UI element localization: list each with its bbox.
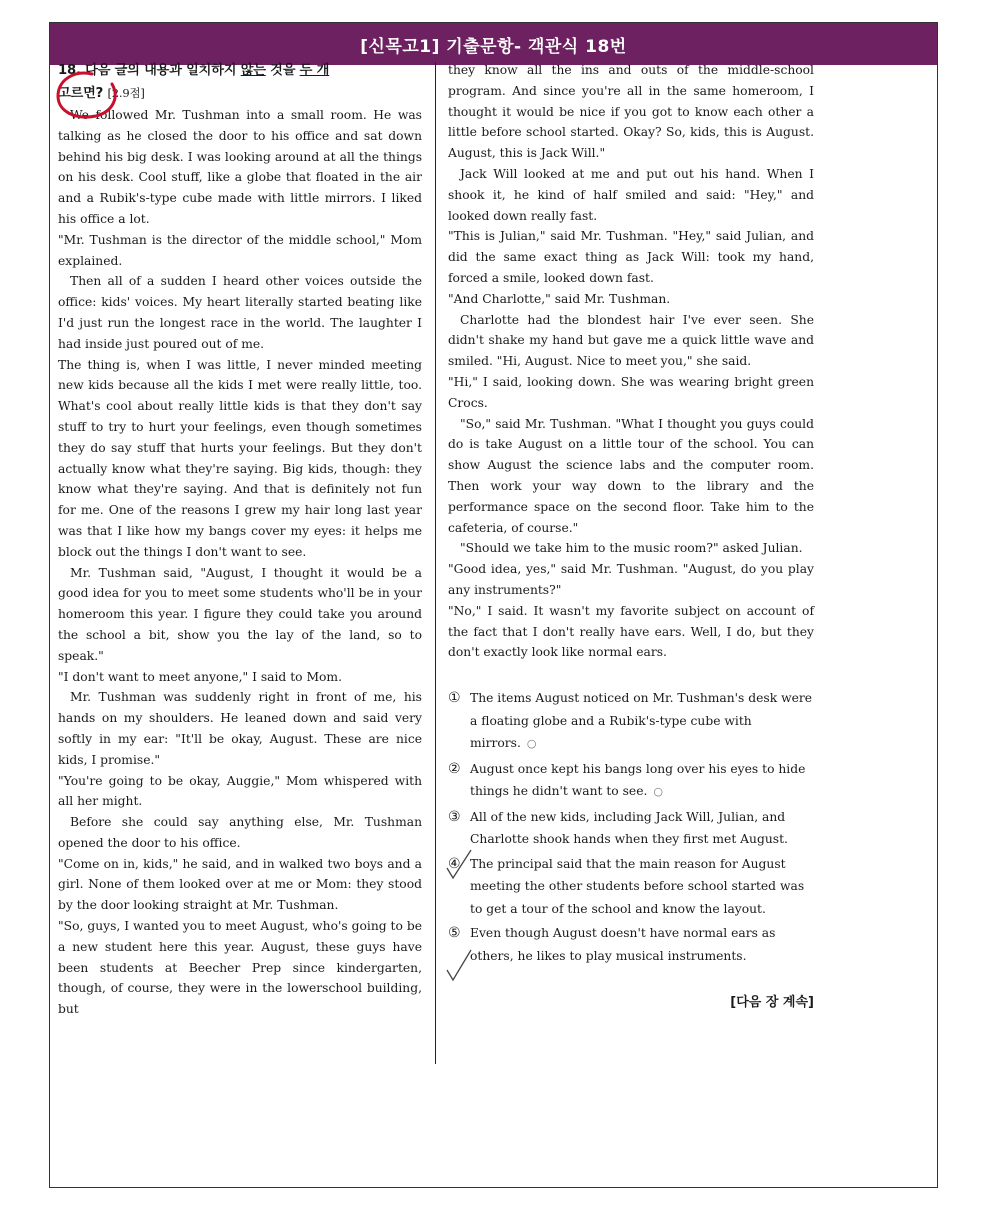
question-prompt-underlined-2: 두 개: [299, 63, 330, 78]
handwritten-o-mark: ○: [526, 737, 537, 751]
question-prompt-post: 고르면?: [58, 86, 104, 101]
passage-paragraph: "Should we take him to the music room?" asked Julian.: [460, 541, 803, 556]
passage-paragraph: The thing is, when I was little, I never minded meeting new kids because all the kids I met were really little, too. What's cool about really little kids is that they don't say stuff to try to hurt your feelings, even though sometimes they do say stuff that hurts your feelings. But they don't actually know what they're saying. Big kids, though: they know what they're saying. And that is definitely not fun for me. One of the reasons I grew my hair long last year was that I like how my bangs cover my eyes: it helps me block out the things I don't want to see.: [58, 357, 422, 559]
passage-paragraph: "I don't want to meet anyone," I said to Mom.: [58, 669, 343, 684]
answer-choices: [448, 687, 814, 967]
passage-right-column: [448, 60, 814, 1014]
passage-paragraph: Charlotte had the blondest hair I've ever seen. She didn't shake my hand but gave me a quick little wave and smiled. "Hi, August. Nice to meet you," she said.: [448, 312, 814, 369]
passage-paragraph: Mr. Tushman said, "August, I thought it would be a good idea for you to meet some students who'll be in your homeroom this year. I figure they could take you around the school a bit, show you the lay of the land, so to speak.": [58, 565, 422, 663]
passage-paragraph: We followed Mr. Tushman into a small room. He was talking as he closed the door to his office and sat down behind his big desk. I was looking around at all the things on his desk. Cool stuff, like a globe that floated in the air and a Rubik's-type cube made with little mirrors. I liked his office a lot.: [58, 108, 422, 226]
passage-paragraph: "No," I said. It wasn't my favorite subject on account of the fact that I don't really have ears. Well, I do, but they don't exactly look like normal ears.: [448, 603, 814, 660]
question-points: [2.9점]: [107, 86, 145, 100]
choice-number: ③: [448, 808, 461, 825]
choice-text: [470, 687, 814, 756]
column-divider: [435, 62, 436, 1064]
passage-paragraph: "Come on in, kids," he said, and in walked two boys and a girl. None of them looked over at me or Mom: they stood by the door looking straight at Mr. Tushman.: [58, 856, 422, 913]
passage-paragraph: "So," said Mr. Tushman. "What I thought you guys could do is take August on a little tour of the school. You can show August the science labs and the computer room. Then work your way down to the library and the performance space on the second floor. Take him to the cafeteria, of course.": [448, 416, 814, 535]
answer-choice-3: [448, 806, 814, 851]
passage-paragraph: "And Charlotte," said Mr. Tushman.: [448, 291, 671, 306]
passage-paragraph: Before she could say anything else, Mr. Tushman opened the door to his office.: [58, 815, 422, 850]
passage-paragraph: "This is Julian," said Mr. Tushman. "Hey," said Julian, and did the same exact thing as Jack Will: took my hand, forced a smile, looked down fast.: [448, 229, 814, 285]
passage-paragraph: Then all of a sudden I heard other voices outside the office: kids' voices. My heart literally started beating like I'd just run the longest race in the world. The laughter I had inside just poured out of me.: [58, 274, 422, 351]
question-prompt-mid: 것을: [270, 63, 296, 78]
answer-choice-5: [448, 922, 814, 967]
passage-paragraph: Mr. Tushman was suddenly right in front of me, his hands on my shoulders. He leaned down and said very softly in my ear: "It'll be okay, August. These are nice kids, I promise.": [58, 690, 422, 767]
choice-text: [470, 758, 814, 804]
choice-text-body: The principal said that the main reason for August meeting the other students before school started was to get a tour of the school and know the layout.: [470, 856, 805, 916]
question-number: 18.: [58, 63, 81, 78]
choice-number: ⑤: [448, 925, 461, 942]
answer-choice-4: [448, 853, 814, 921]
choice-text: [470, 853, 814, 921]
passage-paragraph: they know all the ins and outs of the middle-school program. And since you're all in the same homeroom, I thought it would be nice if you got to know each other a little before school started. Okay? So, kids, this is August. August, this is Jack Will.": [448, 63, 814, 161]
choice-text-body: August once kept his bangs long over his eyes to hide things he didn't want to see.: [470, 761, 806, 799]
answer-choice-1: [448, 687, 814, 756]
passage-paragraph: "So, guys, I wanted you to meet August, who's going to be a new student here this year. August, these guys have been students at Beecher Prep since kindergarten, though, of course, they were in the lowerschool building, but: [58, 919, 422, 1017]
question-prompt-underlined-1: 않는: [240, 63, 266, 78]
passage-paragraph: "Mr. Tushman is the director of the middle school," Mom explained.: [58, 232, 422, 268]
choice-text: [470, 806, 814, 851]
exam-page: [58, 60, 820, 1068]
passage-paragraph: "Hi," I said, looking down. She was wearing bright green Crocs.: [448, 374, 814, 410]
question-prompt-pre: 다음 글의 내용과 일치하지: [85, 63, 237, 78]
handwritten-o-mark: ○: [653, 785, 664, 799]
page-title: [신목고1] 기출문항- 객관식 18번: [360, 36, 627, 57]
choice-text-body: All of the new kids, including Jack Will, Julian, and Charlotte shook hands when they first met August.: [470, 809, 788, 847]
continued-note: [다음 장 계속]: [730, 995, 814, 1011]
choice-number: ④: [448, 855, 461, 872]
passage-paragraph: Jack Will looked at me and put out his hand. When I shook it, he kind of half smiled and said: "Hey," and looked down really fast.: [448, 166, 814, 223]
passage-paragraph: "Good idea, yes," said Mr. Tushman. "August, do you play any instruments?": [448, 562, 814, 597]
choice-text-body: The items August noticed on Mr. Tushman's desk were a floating globe and a Rubik's-type cube with mirrors.: [470, 691, 813, 751]
choice-number: ②: [448, 760, 461, 777]
choice-text: [470, 922, 814, 967]
question-header: [58, 60, 422, 105]
passage-paragraph: "You're going to be okay, Auggie," Mom whispered with all her might.: [58, 773, 422, 809]
choice-text-body: Even though August doesn't have normal ears as others, he likes to play musical instruments.: [470, 926, 776, 963]
answer-choice-2: [448, 758, 814, 804]
page-header: [50, 23, 937, 65]
choice-number: ①: [448, 690, 461, 707]
passage-left-column: [58, 60, 422, 1020]
